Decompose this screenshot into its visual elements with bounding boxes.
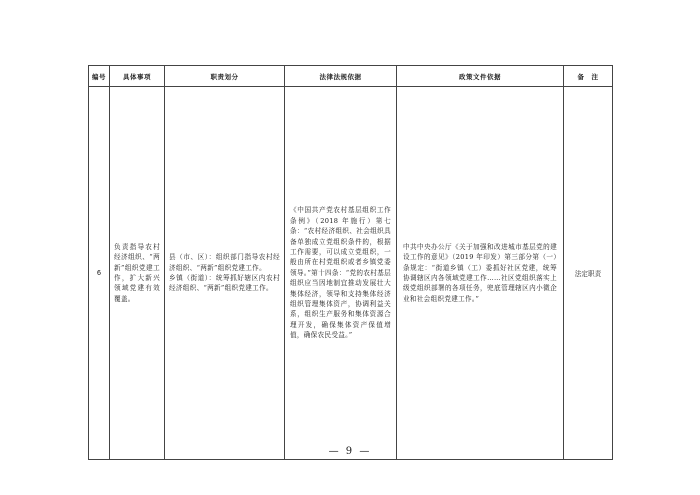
row-note: 法定职责 [564,87,613,460]
header-note: 备 注 [564,66,613,87]
row-responsibility: 县（市、区）：组织部门指导农村经济组织、“两新”组织党建工作。 乡镇（街道）：统筹抓好辖区内农村经济组织、“两新”组织党建工作。 [169,253,280,293]
row-number: 6 [89,87,110,460]
responsibility-table [88,65,613,460]
header-law: 法律法规依据 [285,66,397,87]
table-row [89,87,613,460]
row-law-cell [285,87,397,460]
row-responsibility-cell [165,87,285,460]
row-item-cell [110,87,165,460]
row-policy-cell [397,87,564,460]
page-number: — 9 — [328,446,372,457]
header-row [89,66,613,87]
row-item: 负责指导农村经济组织、“两新”组织党建工作，扩大新兴领域党建有效覆盖。 [114,242,160,303]
header-responsibility: 职责划分 [165,66,285,87]
header-number: 编号 [89,66,110,87]
row-law: 《中国共产党农村基层组织工作条例》（2018 年施行）第七条：“农村经济组织、社会组织具备单独成立党组织条件的，根据工作需要，可以成立党组织，一般由所在村党组织或者乡镇党委领导。”第十四条：“党的农村基层组织应当因地制宜推动发展壮大集体经济，领导和支持集体经济组织管理集体资产，协调利益关系，组织生产服务和集体资源合理开发，确保集体资产保值增值，确保农民受益。” [290,206,391,340]
header-policy: 政策文件依据 [397,66,564,87]
header-item: 具体事项 [110,66,165,87]
row-policy: 中共中央办公厅《关于加强和改进城市基层党的建设工作的意见》（2019 年印发）第三部分第（一）条规定：“街道乡镇（工）委抓好社区党建，统筹协调辖区内各领域党建工作……社区党组织落实上级党组织部署的各项任务，兜底管理辖区内小微企业和社会组织党建工作。” [403,242,557,303]
